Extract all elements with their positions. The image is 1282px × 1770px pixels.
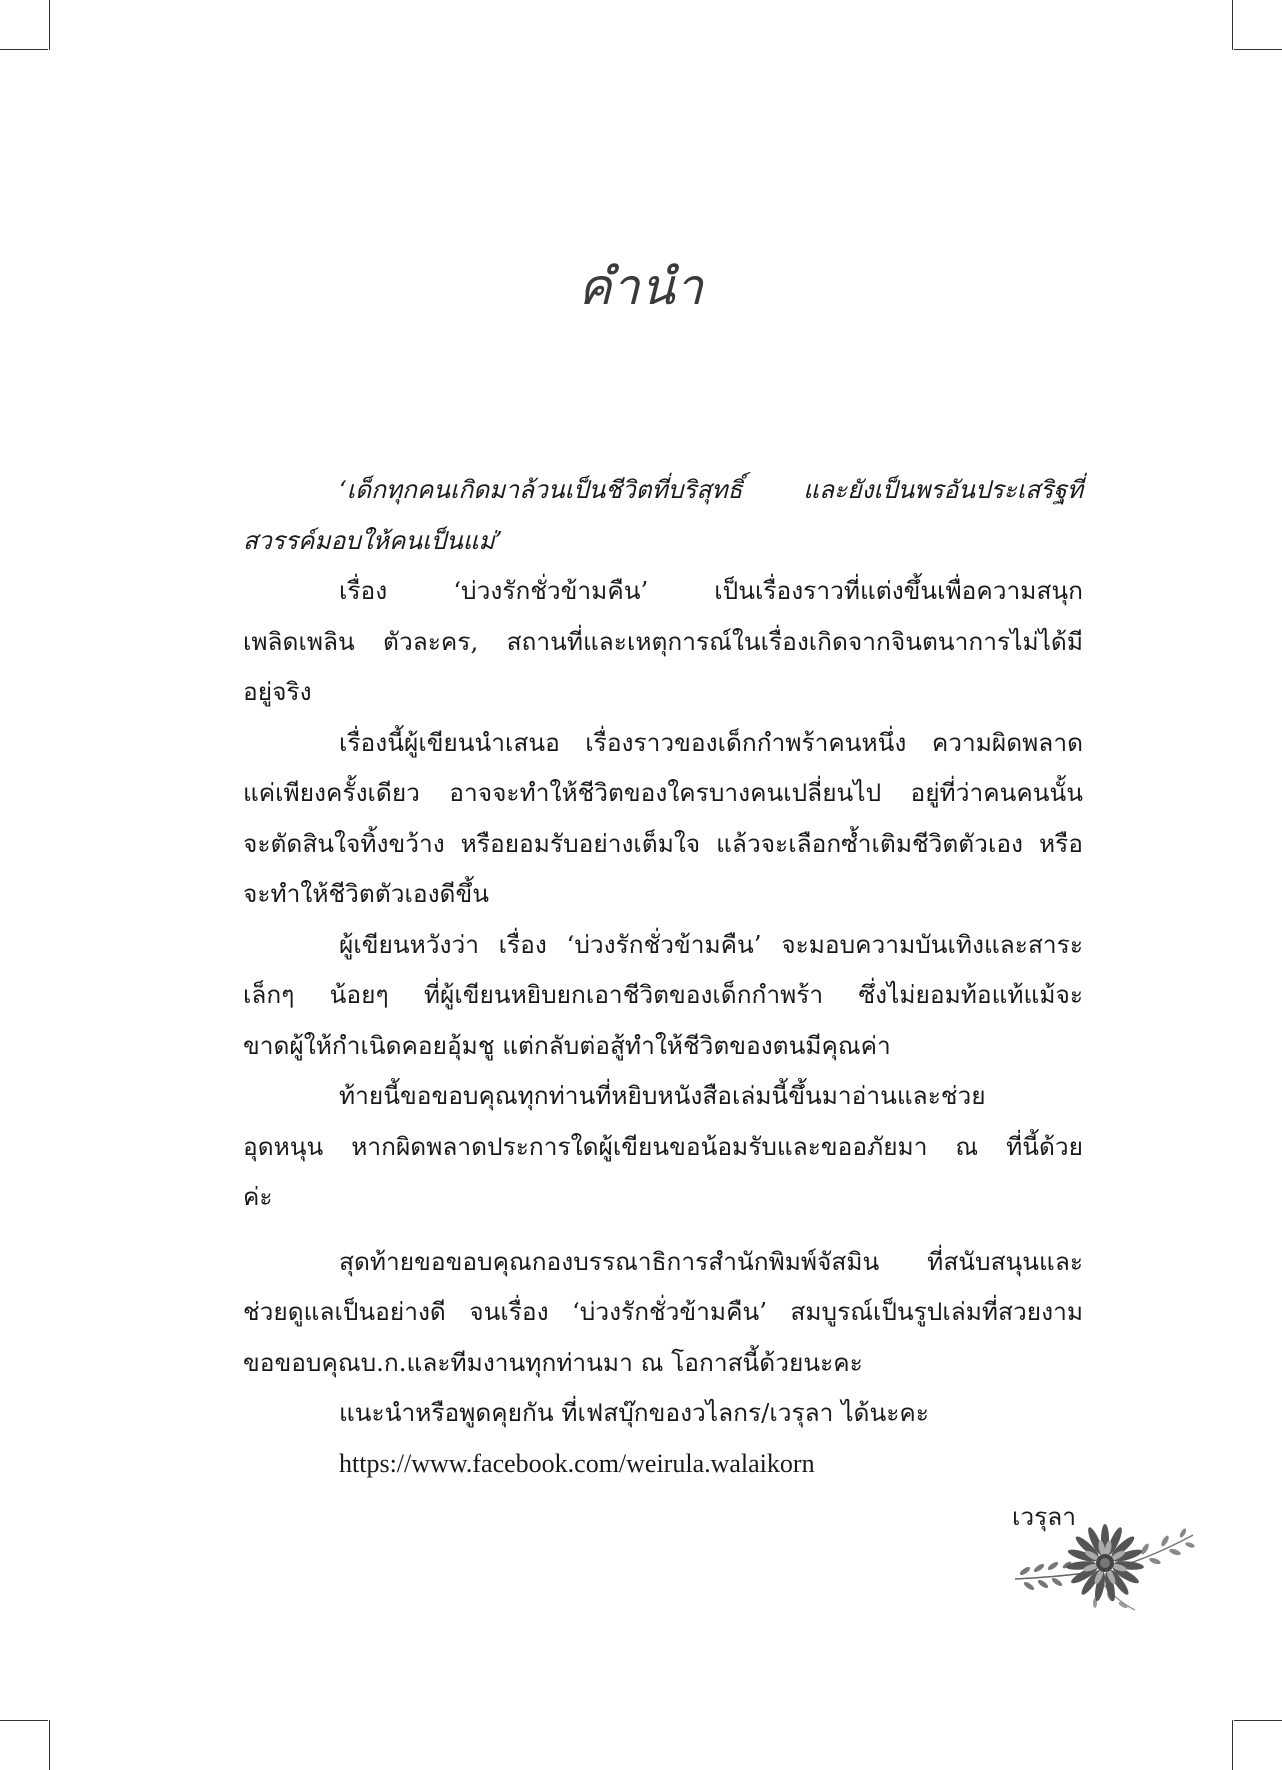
paragraph-line: อุดหนุน หากผิดพลาดประการใดผู้เขียนขอน้อมรับและขออภัยมา ณ ที่นี้ด้วย bbox=[243, 1131, 1083, 1161]
crop-mark bbox=[1234, 49, 1282, 50]
paragraph-line: ขอขอบคุณบ.ก.และทีมงานทุกท่านมา ณ โอกาสนี้ด้วยนะคะ bbox=[243, 1347, 863, 1377]
paragraph-line: จะทำให้ชีวิตตัวเองดีขึ้น bbox=[243, 879, 489, 908]
epigraph-line: สวรรค์มอบให้คนเป็นแม่’ bbox=[243, 525, 503, 555]
crop-mark bbox=[49, 1720, 50, 1770]
crop-mark bbox=[1232, 1720, 1233, 1770]
crop-mark bbox=[49, 0, 50, 50]
paragraph-line: แค่เพียงครั้งเดียว อาจจะทำให้ชีวิตของใครบางคนเปลี่ยนไป อยู่ที่ว่าคนคนนั้น bbox=[243, 778, 1083, 807]
epigraph-line: ‘เด็กทุกคนเกิดมาล้วนเป็นชีวิตที่บริสุทธิ์ และยังเป็นพรอันประเสริฐที่ bbox=[339, 475, 1083, 504]
paragraph-line: ค่ะ bbox=[243, 1182, 273, 1211]
paragraph-line: เพลิดเพลิน ตัวละคร, สถานที่และเหตุการณ์ในเรื่องเกิดจากจินตนาการไม่ได้มี bbox=[243, 626, 1083, 656]
paragraph-line: เล็กๆ น้อยๆ ที่ผู้เขียนหยิบยกเอาชีวิตของเด็กกำพร้า ซึ่งไม่ยอมท้อแท้แม้จะ bbox=[243, 980, 1083, 1009]
facebook-url[interactable]: https://www.facebook.com/weirula.walaikorn bbox=[339, 1448, 815, 1478]
crop-mark bbox=[1232, 0, 1233, 50]
paragraph-line: แนะนำหรือพูดคุยกัน ที่เฟสบุ๊กของวไลกร/เวรุลา ได้นะคะ bbox=[339, 1398, 929, 1427]
paragraph-line: เรื่องนี้ผู้เขียนนำเสนอ เรื่องราวของเด็กกำพร้าคนหนึ่ง ความผิดพลาด bbox=[339, 727, 1083, 757]
paragraph-line: ท้ายนี้ขอขอบคุณทุกท่านที่หยิบหนังสือเล่มนี้ขึ้นมาอ่านและช่วย bbox=[339, 1081, 986, 1110]
flower-ornament-icon bbox=[1015, 1505, 1195, 1615]
paragraph-line: ผู้เขียนหวังว่า เรื่อง ‘บ่วงรักชั่วข้ามคืน’ จะมอบความบันเทิงและสาระ bbox=[339, 929, 1083, 959]
paragraph-line: เรื่อง ‘บ่วงรักชั่วข้ามคืน’ เป็นเรื่องราวที่แต่งขึ้นเพื่อความสนุก bbox=[339, 576, 1083, 605]
crop-mark bbox=[0, 1720, 48, 1721]
author-signature: เวรุลา bbox=[1012, 1502, 1077, 1531]
paragraph-line: จะตัดสินใจทิ้งขว้าง หรือยอมรับอย่างเต็มใจ แล้วจะเลือกซ้ำเติมชีวิตตัวเอง หรือ bbox=[243, 828, 1083, 858]
paragraph-line: สุดท้ายขอขอบคุณกองบรรณาธิการสำนักพิมพ์จัสมิน ที่สนับสนุนและ bbox=[339, 1246, 1083, 1276]
crop-mark bbox=[1234, 1720, 1282, 1721]
paragraph-line: อยู่จริง bbox=[243, 677, 312, 706]
paragraph-line: ขาดผู้ให้กำเนิดคอยอุ้มชู แต่กลับต่อสู้ทำให้ชีวิตของตนมีคุณค่า bbox=[243, 1030, 891, 1060]
crop-mark bbox=[0, 49, 48, 50]
page-title: คำนำ bbox=[578, 258, 704, 316]
preface-body bbox=[243, 465, 1083, 1489]
paragraph-line: ช่วยดูแลเป็นอย่างดี จนเรื่อง ‘บ่วงรักชั่วข้ามคืน’ สมบูรณ์เป็นรูปเล่มที่สวยงาม bbox=[243, 1297, 1083, 1326]
